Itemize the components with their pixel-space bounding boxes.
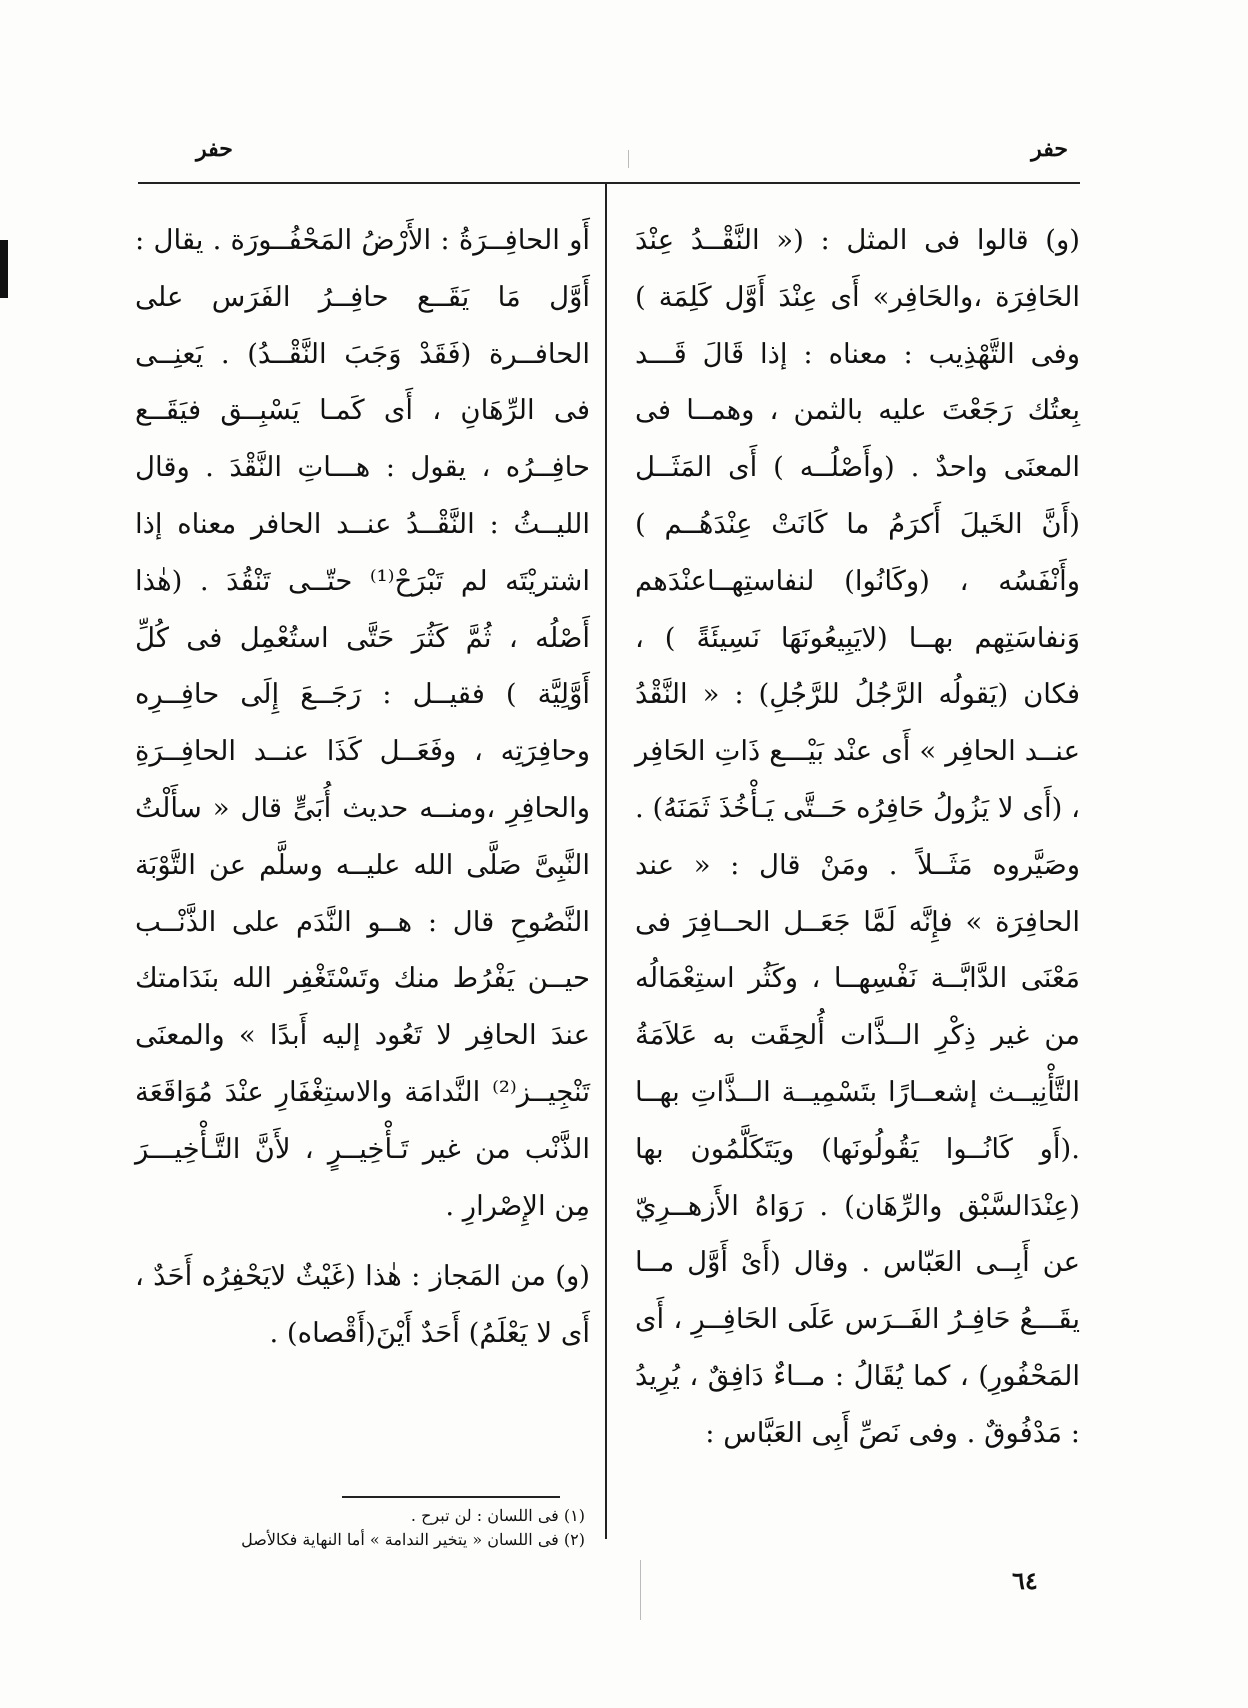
- footnotes: [135, 1504, 585, 1552]
- running-header-left: حفر: [196, 136, 233, 162]
- running-header-right: حفر: [1031, 136, 1068, 162]
- left-column-paragraph-majaz: (و) من المَجاز : هٰذا (غَيْثٌ لايَحْفِرُه أَحَدٌ ، أَى لا يَعْلَمُ) أَحَدٌ أَيْنَ(أَقْصاه) .: [135, 1260, 590, 1350]
- left-column-paragraph: أَو الحافِــرَةُ : الأَرْضُ المَحْفُــورَة . يقال : أَوَّل مَا يَقَــع حافِــرُ الفَرَس على الحافــرة (فَقَدْ وَجَبَ النَّقْــدُ) . يَعنِــى فى الرِّهَانِ ، أَى كَمـا يَسْبِــق فيَقَــع حافِــرُه ، يقول : هـــاتِ النَّقْدَ . وقال الليــثُ : النَّقْــدُ عنــد الحافر معناه إذا اشتريْتَه لم تَبْرَحْ⁽¹⁾ حتّــى تَنْقُدَ . (هٰذا أَصْلُه ، ثُمَّ كَثُرَ حَتَّى استُعْمِل فى كُلِّ أَوَّلِيَّة ) فقيــل : رَجَــعَ إِلَى حافِــرِه وحافِرَتِه ، وفَعَــل كَذَا عنــد الحافِــرَةِ والحافِرِ ،ومنــه حديث أُبَىٍّ قال « سأَلْتُ النَّبِىَّ صَلَّى الله عليــه وسلَّم عن التَّوْبَة النَّصُوحِ قال : هــو النَّدَم على الذَّنْــب حيــن يَفْرُط منك وتَسْتَغْفِر الله بنَدَامتك عندَ الحافِر لا تَعُود إليه أَبدًا » والمعنَى تَنْجِيــز⁽²⁾ النَّدامَة والاستِغْفَارِ عنْدَ مُوَاقَعَة الذَّنْب من غير تَـأْخِيــرٍ ، لأَنَّ التَّـأْخِيـــرَ مِن الإِصْرارِ .: [135, 224, 590, 1222]
- scan-edge-mark: [0, 240, 8, 298]
- right-column-paragraph: (و) قالوا فى المثل : (« النَّقْــدُ عِنْدَ الحَافِرَة ،والحَافِر» أَى عِنْدَ أَوَّل كَلِمَة ) وفى التَّهْذِيب : معناه : إذا قَالَ قَـــد بِعتُك رَجَعْتَ عليه بالثمن ، وهمــا فى المعنَى واحدٌ . (وأَصْلُــه ) أَى المَثَــل (أَنَّ الخَيلَ أَكرَمُ ما كَانَتْ عِنْدَهُــم ) وأَنْفَسُه ، (وكَانُوا) لنفاستِهــاعنْدَهم وَنفاسَتِهم بهــا (لايَبِيعُونَهَا نَسِيئَةً ) ، فكان (يَقولُه الرَّجُلُ للرَّجُلِ) : « النَّقْدُ عنــد الحافِر » أَى عنْد بَيْـــع ذَاتِ الحَافِر ، (أَى لا يَزُولُ حَافِرُه حَــتَّى يَـأْخُذَ ثَمَنَهُ) . وصَيَّروه مَثَــلاً . ومَنْ قال : « عند الحافِرَة » فإِنَّه لَمَّا جَعَــل الحــافِرَ فى مَعْنَى الدَّابَّــة نَفْسِهــا ، وكَثُر استِعْمَالُه من غير ذِكْرِ الــذَّات أُلحِقَت به عَلاَمَةُ التَّأْنِيــث إشعــارًا بتَسْمِيــة الــذَّاتِ بهــا .(أَو كَانُــوا يَقُولُونَها) ويَتَكَلَّمُون بها (عِنْدَالسَّبْق والرِّهَان) . رَوَاهُ الأَزهــرِيّ عن أَبِــى العَبّاس . وقال (أَىْ أَوَّل مــا يقَـــعُ حَافِـرُ الفَــرَس عَلَى الحَافِــرِ ، أَى المَحْفُورِ) ، كما يُقَالُ : مــاءٌ دَافِقٌ ، يُرِيدُ : مَدْفُوقٌ . وفى نَصِّ أَبِى العَبَّاس :: [635, 224, 1081, 1449]
- left-column: [135, 212, 590, 1362]
- header-rule: [138, 182, 1080, 184]
- footnote-1: (١) فى اللسان : لن تبرح .: [410, 1506, 585, 1525]
- scan-speck: [640, 1560, 641, 1620]
- footnote-2: (٢) فى اللسان « يتخير الندامة » أما النهاية فكالأصل: [241, 1530, 585, 1549]
- footnote-rule: [342, 1496, 560, 1498]
- scan-speck: [628, 150, 629, 168]
- page-number: ٦٤: [1012, 1566, 1038, 1595]
- column-divider: [605, 184, 607, 1539]
- right-column: [635, 212, 1080, 1462]
